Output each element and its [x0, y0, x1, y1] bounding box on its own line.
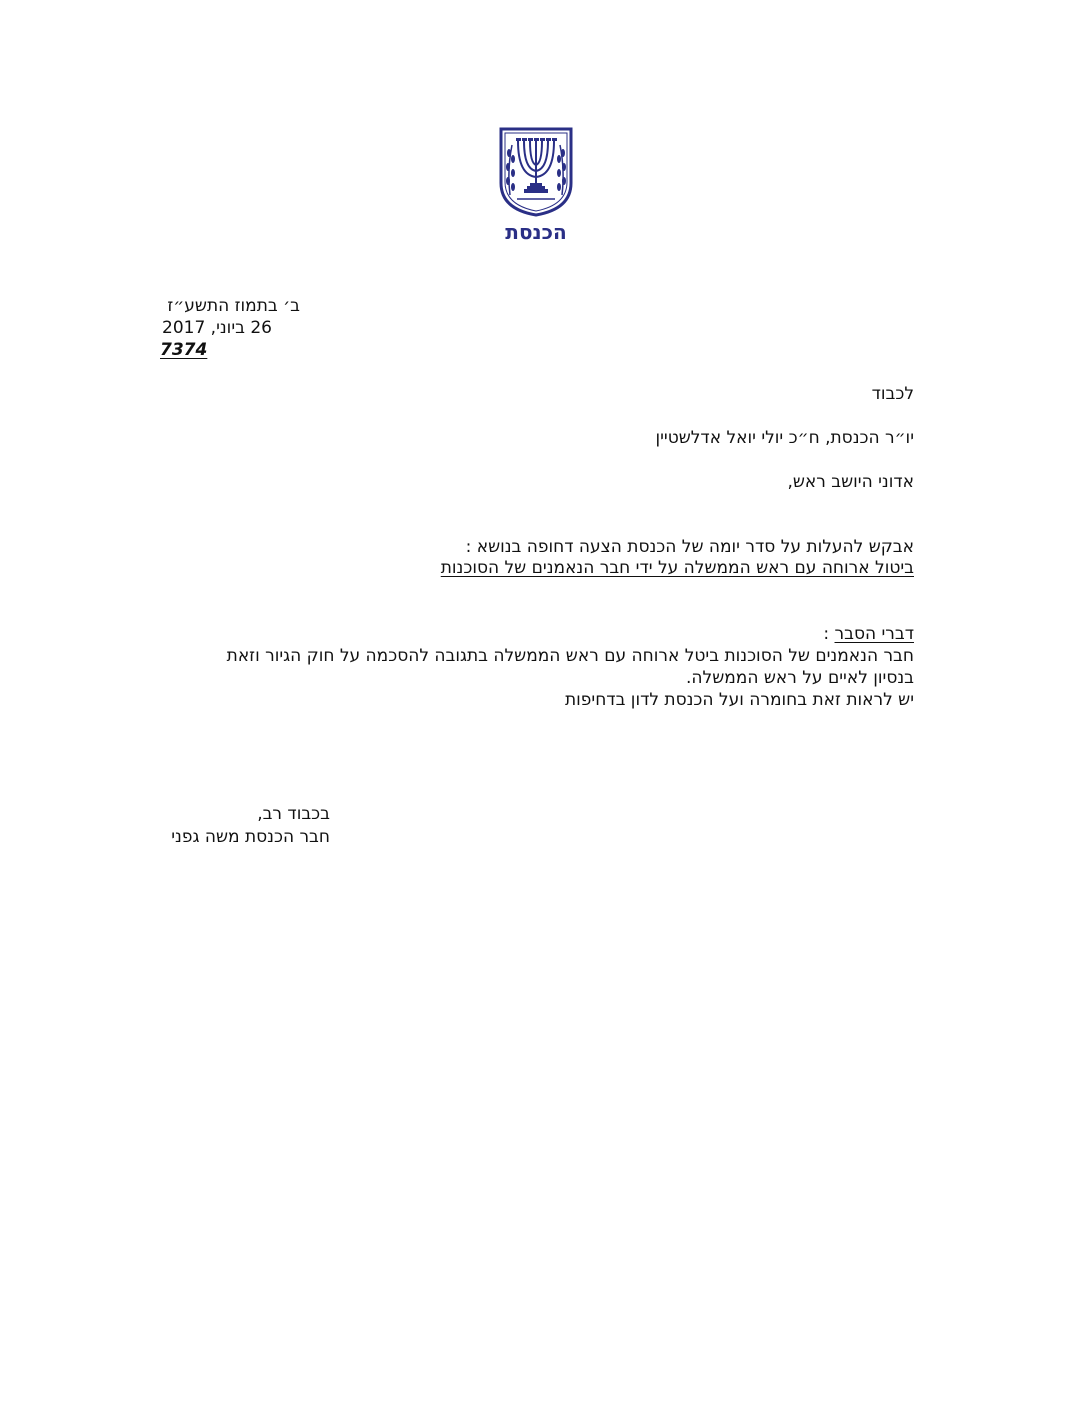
request-intro: אבקש להעלות על סדר יומה של הכנסת הצעה דחופה בנושא :	[465, 537, 914, 557]
reference-number: 7374	[160, 340, 208, 360]
explanation-line-2: בנסיון לאיים על ראש הממשלה.	[686, 668, 914, 688]
knesset-emblem	[497, 125, 575, 217]
explanation-heading-line	[823, 624, 914, 644]
explanation-heading: דברי הסבר	[834, 624, 914, 644]
salutation: לכבוד	[871, 384, 914, 404]
signer-name: חבר הכנסת משה גפני	[171, 827, 330, 847]
institution-name: הכנסת	[505, 220, 567, 244]
knesset-menorah-emblem-icon	[497, 125, 575, 217]
explanation-heading-colon: :	[823, 624, 835, 644]
greeting: אדוני היושב ראש,	[787, 472, 914, 492]
request-subject: ביטול ארוחה עם ראש הממשלה על ידי חבר הנאמנים של הסוכנות	[440, 558, 914, 578]
gregorian-date: 26 ביוני, 2017	[162, 318, 272, 338]
explanation-line-3: יש לראות זאת בחומרה ועל הכנסת לדון בדחיפות	[564, 690, 914, 710]
explanation-line-1: חבר הנאמנים של הסוכנות ביטל ארוחה עם ראש הממשלה בתגובה להסכמה על חוק הגיור וזאת	[226, 646, 914, 666]
hebrew-date: ב׳ בתמוז התשע״ז	[167, 296, 300, 316]
closing: בכבוד רב,	[257, 804, 330, 824]
recipient-name: יו״ר הכנסת, ח״כ יולי יואל אדלשטיין	[655, 428, 914, 448]
